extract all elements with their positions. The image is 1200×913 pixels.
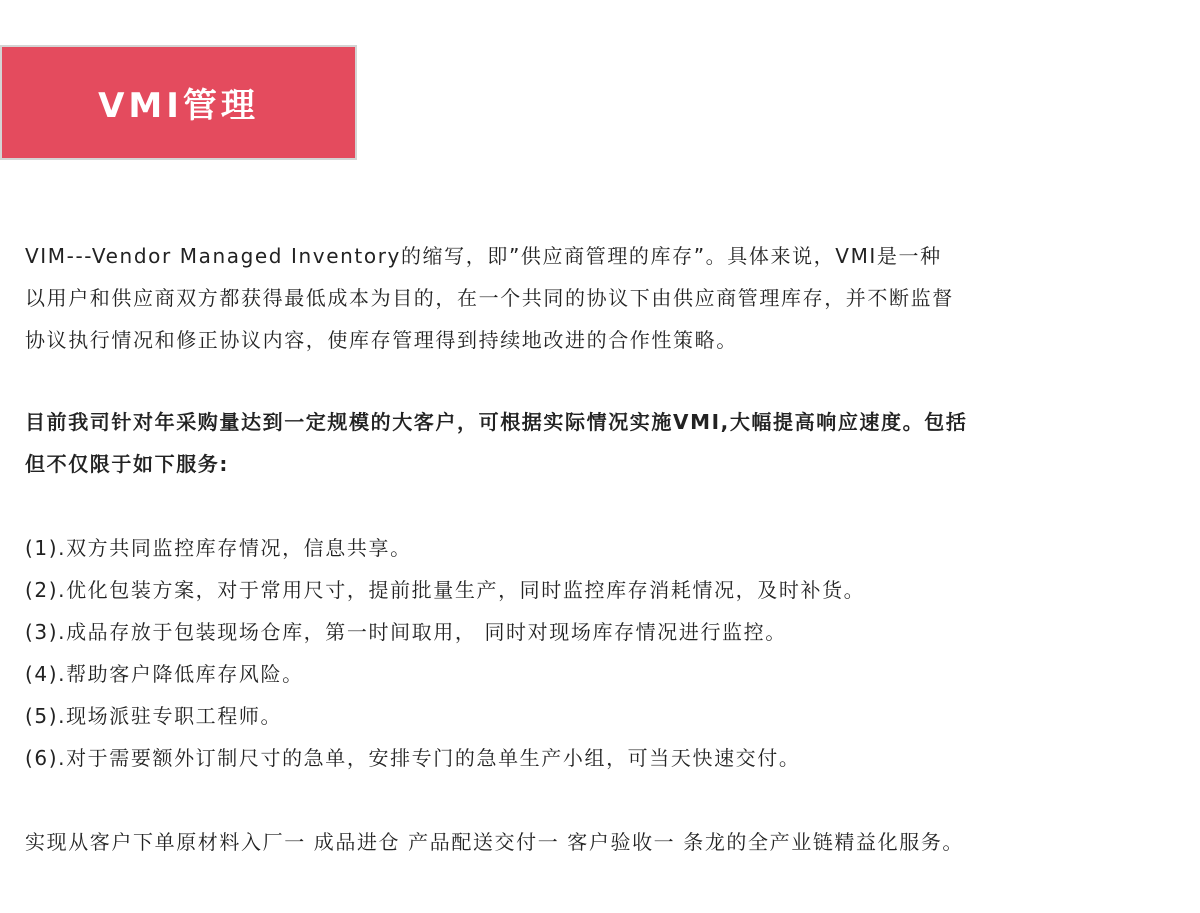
intro-line: 以用户和供应商双方都获得最低成本为目的，在一个共同的协议下由供应商管理库存，并不断监督 — [25, 286, 954, 310]
service-item: (6).对于需要额外订制尺寸的急单，安排专门的急单生产小组，可当天快速交付。 — [25, 746, 801, 770]
service-item: (2).优化包装方案，对于常用尺寸，提前批量生产，同时监控库存消耗情况，及时补货。 — [25, 578, 866, 602]
intro-line: VIM---Vendor Managed Inventory的缩写，即”供应商管理的库存”。具体来说，VMI是一种 — [25, 244, 942, 268]
service-item: (3).成品存放于包装现场仓库，第一时间取用， 同时对现场库存情况进行监控。 — [25, 620, 787, 644]
service-item: (1).双方共同监控库存情况，信息共享。 — [25, 536, 412, 560]
highlight-line: 目前我司针对年采购量达到一定规模的大客户，可根据实际情况实施VMI,大幅提高响应速度。包括 — [25, 410, 968, 434]
section-title-banner — [0, 45, 357, 160]
section-title: VMI管理 — [98, 86, 259, 126]
service-item: (5).现场派驻专职工程师。 — [25, 704, 283, 728]
closing-line: 实现从客户下单原材料入厂一 成品进仓 产品配送交付一 客户验收一 条龙的全产业链精益化服务。 — [25, 830, 965, 854]
highlight-line: 但不仅限于如下服务: — [25, 452, 229, 476]
intro-line: 协议执行情况和修正协议内容，使库存管理得到持续地改进的合作性策略。 — [25, 328, 738, 352]
service-item: (4).帮助客户降低库存风险。 — [25, 662, 304, 686]
